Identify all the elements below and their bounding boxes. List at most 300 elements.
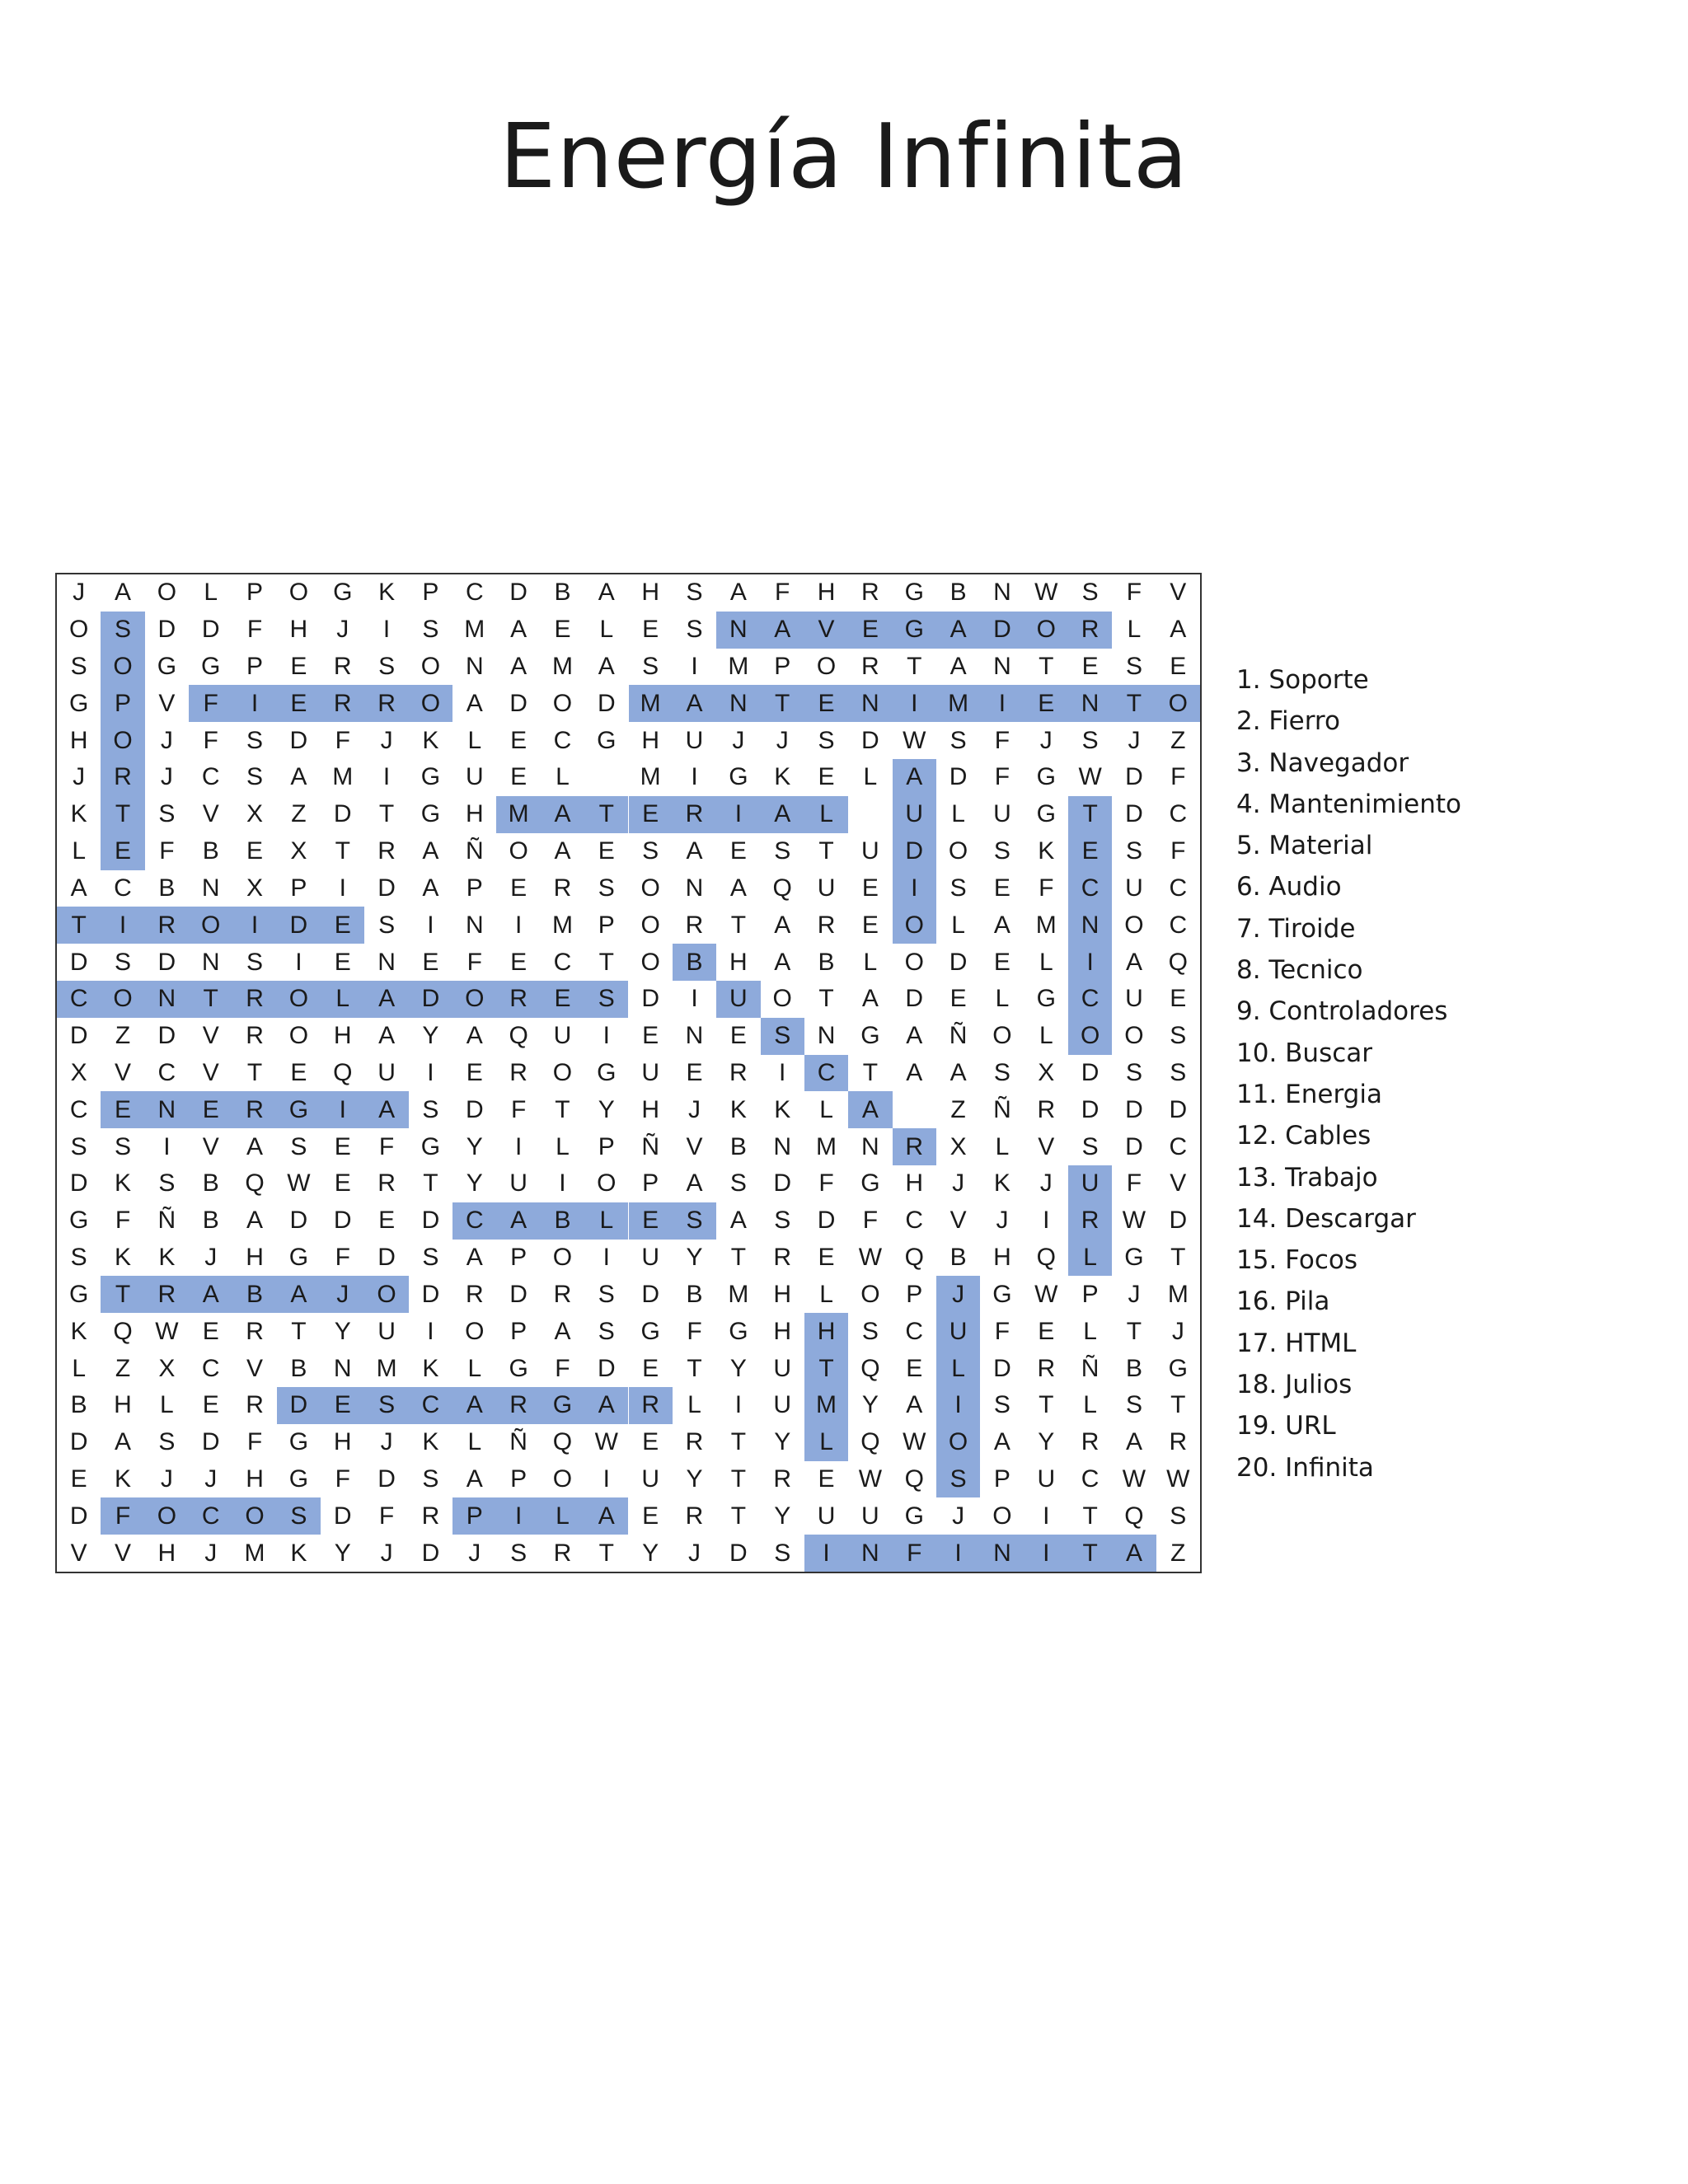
grid-cell: A — [452, 1387, 496, 1424]
grid-cell: W — [1034, 579, 1058, 607]
grid-cell: E — [729, 837, 747, 865]
grid-cell: M — [496, 796, 540, 833]
grid-cell: E — [246, 837, 264, 865]
grid-cell: F — [1170, 837, 1186, 865]
grid-cell: E — [729, 1022, 747, 1050]
grid-cell: S — [422, 1095, 439, 1123]
grid-cell: F — [555, 1354, 570, 1382]
grid-cell: B — [950, 1244, 967, 1272]
grid-cell: A — [906, 1391, 923, 1419]
grid-cell: F — [115, 1207, 131, 1235]
grid-cell: M — [728, 653, 749, 681]
grid-row — [57, 870, 1200, 907]
grid-cell: J — [1039, 726, 1053, 754]
grid-cell: I — [893, 685, 936, 722]
grid-cell: A — [378, 1022, 396, 1050]
grid-cell: D — [1081, 1095, 1100, 1123]
grid-cell: C — [189, 1497, 232, 1535]
grid-cell: H — [333, 1022, 352, 1050]
grid-cell: D — [1125, 1095, 1143, 1123]
grid-cell: C — [114, 874, 132, 902]
grid-cell: E — [202, 1391, 219, 1419]
grid-cell: I — [1068, 944, 1112, 981]
grid-cell: K — [158, 1244, 176, 1272]
grid-cell: D — [409, 981, 452, 1018]
grid-cell: I — [779, 1058, 786, 1086]
grid-cell: J — [321, 1276, 364, 1313]
grid-cell: I — [1043, 1207, 1050, 1235]
grid-cell — [584, 759, 628, 796]
grid-cell: A — [70, 874, 87, 902]
grid-cell: M — [728, 1280, 749, 1308]
grid-cell: Y — [598, 1095, 615, 1123]
grid-cell: D — [949, 948, 968, 976]
grid-cell: B — [554, 579, 571, 607]
grid-cell: L — [160, 1391, 174, 1419]
grid-cell: D — [377, 1244, 396, 1272]
grid-cell: D — [597, 1354, 616, 1382]
grid-cell: L — [863, 763, 878, 791]
grid-cell: M — [464, 616, 485, 644]
grid-cell: P — [422, 579, 439, 607]
grid-cell: G — [729, 1317, 748, 1345]
grid-cell: A — [115, 579, 132, 607]
grid-cell: F — [1039, 874, 1054, 902]
grid-cell: E — [818, 1244, 835, 1272]
grid-cell: A — [761, 612, 804, 649]
grid-cell: K — [290, 1539, 307, 1567]
grid-cell: G — [541, 1387, 584, 1424]
grid-cell: O — [772, 985, 792, 1013]
grid-cell: X — [1038, 1058, 1055, 1086]
grid-cell: N — [465, 653, 484, 681]
grid-cell: E — [1068, 833, 1112, 870]
word-search-grid — [55, 573, 1202, 1573]
grid-cell: Q — [904, 1465, 924, 1493]
grid-cell: J — [160, 1465, 173, 1493]
grid-cell: I — [734, 1391, 743, 1419]
grid-cell: N — [980, 1535, 1024, 1572]
grid-cell: A — [510, 616, 528, 644]
grid-cell: L — [951, 911, 965, 939]
grid-cell: T — [101, 796, 144, 833]
grid-cell: E — [466, 1058, 483, 1086]
grid-cell: E — [290, 1058, 307, 1086]
grid-cell: P — [290, 874, 307, 902]
grid-cell: R — [246, 1022, 264, 1050]
grid-cell: A — [673, 685, 716, 722]
grid-cell: E — [629, 1202, 673, 1240]
grid-cell: E — [378, 1207, 396, 1235]
grid-cell: H — [773, 1280, 792, 1308]
grid-cell: L — [204, 579, 218, 607]
grid-cell: J — [996, 1207, 1009, 1235]
grid-cell: O — [552, 1058, 573, 1086]
grid-cell: G — [69, 689, 89, 717]
grid-cell: L — [819, 1280, 833, 1308]
grid-row — [57, 1018, 1200, 1055]
grid-cell: D — [289, 726, 308, 754]
grid-row — [57, 1535, 1200, 1572]
grid-cell: S — [1170, 1502, 1187, 1530]
grid-cell: C — [452, 1202, 496, 1240]
grid-cell: P — [246, 653, 264, 681]
word-list-item: 7. Tiroide — [1236, 913, 1356, 944]
grid-cell: J — [204, 1244, 218, 1272]
grid-cell: R — [421, 1502, 440, 1530]
grid-cell: D — [69, 1022, 88, 1050]
grid-cell: E — [1170, 653, 1187, 681]
grid-cell: F — [378, 1502, 395, 1530]
grid-cell: P — [906, 1280, 923, 1308]
grid-cell: R — [246, 1391, 264, 1419]
grid-cell: N — [333, 1354, 352, 1382]
grid-cell: Z — [1170, 726, 1186, 754]
grid-cell: W — [1078, 763, 1102, 791]
grid-cell: L — [467, 1354, 482, 1382]
grid-cell: I — [1025, 1535, 1068, 1572]
grid-cell: R — [773, 1465, 792, 1493]
grid-cell: C — [1169, 874, 1188, 902]
grid-cell: D — [1169, 1207, 1188, 1235]
grid-cell: E — [510, 874, 528, 902]
grid-cell: T — [1082, 1502, 1098, 1530]
grid-cell: N — [993, 653, 1011, 681]
grid-cell: O — [860, 1280, 880, 1308]
grid-row — [57, 1202, 1200, 1240]
grid-cell: D — [861, 726, 879, 754]
grid-cell: J — [776, 726, 789, 754]
grid-cell: L — [541, 1497, 584, 1535]
grid-cell: Y — [861, 1391, 879, 1419]
grid-cell: R — [101, 759, 144, 796]
grid-cell: O — [597, 1169, 617, 1197]
grid-cell: G — [420, 1132, 441, 1160]
grid-cell: D — [377, 874, 396, 902]
grid-cell: F — [994, 1317, 1010, 1345]
grid-cell: P — [598, 1132, 615, 1160]
grid-cell: T — [730, 1244, 747, 1272]
word-list-item: 2. Fierro — [1236, 706, 1340, 737]
grid-cell: H — [114, 1391, 132, 1419]
grid-cell: S — [422, 1244, 439, 1272]
grid-cell: E — [510, 763, 528, 791]
grid-cell: E — [277, 685, 321, 722]
grid-cell: U — [641, 1058, 659, 1086]
grid-cell: Y — [774, 1502, 791, 1530]
grid-cell: B — [202, 1169, 219, 1197]
grid-row — [57, 1091, 1200, 1128]
grid-cell: W — [903, 726, 926, 754]
grid-cell: O — [157, 579, 177, 607]
grid-cell: B — [1125, 1354, 1142, 1382]
grid-cell: R — [509, 1058, 528, 1086]
grid-cell: A — [466, 1022, 483, 1050]
grid-cell: U — [377, 1317, 396, 1345]
grid-cell: P — [246, 579, 264, 607]
grid-cell: R — [465, 1280, 484, 1308]
grid-cell: M — [376, 1354, 397, 1382]
grid-cell: P — [510, 1465, 528, 1493]
grid-cell: A — [950, 653, 967, 681]
grid-cell: R — [145, 1276, 189, 1313]
grid-cell: O — [1025, 612, 1068, 649]
grid-cell: S — [422, 616, 439, 644]
grid-cell: T — [598, 948, 614, 976]
grid-cell: A — [115, 1428, 132, 1456]
grid-cell: Q — [860, 1428, 880, 1456]
grid-cell: S — [774, 1539, 791, 1567]
grid-cell: R — [1169, 1428, 1188, 1456]
grid-cell: E — [861, 911, 879, 939]
grid-cell: I — [893, 870, 936, 907]
grid-cell: T — [335, 837, 350, 865]
grid-cell: I — [427, 1058, 434, 1086]
grid-cell: F — [775, 579, 790, 607]
grid-cell: N — [848, 685, 892, 722]
grid-cell: H — [804, 1313, 848, 1350]
grid-cell: V — [950, 1207, 967, 1235]
grid-cell: I — [691, 653, 698, 681]
grid-cell: M — [244, 1539, 265, 1567]
grid-cell: S — [598, 1280, 615, 1308]
word-list-item: 18. Julios — [1236, 1370, 1353, 1400]
grid-cell: L — [467, 1428, 482, 1456]
grid-cell: V — [158, 689, 176, 717]
grid-cell: K — [729, 1095, 747, 1123]
grid-cell: I — [295, 948, 302, 976]
grid-cell: S — [774, 837, 791, 865]
grid-cell: U — [685, 726, 704, 754]
grid-cell: N — [1068, 907, 1112, 944]
grid-cell: Q — [772, 874, 792, 902]
grid-cell: M — [640, 763, 661, 791]
grid-cell: H — [641, 1095, 659, 1123]
grid-cell: N — [716, 685, 760, 722]
grid-cell: C — [201, 1354, 220, 1382]
grid-cell: A — [246, 1207, 264, 1235]
grid-cell: H — [333, 1428, 352, 1456]
grid-cell: S — [993, 1391, 1010, 1419]
grid-cell: J — [1128, 1280, 1141, 1308]
grid-cell: O — [640, 911, 660, 939]
grid-cell: U — [553, 1022, 572, 1050]
grid-cell: A — [290, 763, 307, 791]
word-list-item: 15. Focos — [1236, 1245, 1358, 1276]
grid-cell: R — [496, 981, 540, 1018]
grid-cell: T — [1170, 1391, 1186, 1419]
grid-cell: U — [465, 763, 484, 791]
grid-cell: E — [101, 833, 144, 870]
grid-cell: B — [290, 1354, 307, 1382]
grid-cell: R — [1068, 1202, 1112, 1240]
grid-cell: I — [691, 985, 698, 1013]
grid-cell: A — [936, 612, 980, 649]
grid-cell: B — [232, 1276, 276, 1313]
grid-cell: J — [936, 1276, 980, 1313]
grid-cell: S — [642, 653, 659, 681]
grid-cell: E — [1081, 653, 1099, 681]
grid-cell: P — [466, 874, 483, 902]
grid-cell: B — [818, 948, 835, 976]
grid-cell: U — [993, 800, 1011, 828]
grid-cell: V — [115, 1058, 132, 1086]
grid-row — [57, 1387, 1200, 1424]
grid-cell: E — [1025, 685, 1068, 722]
grid-cell: I — [980, 685, 1024, 722]
grid-cell: W — [1122, 1465, 1146, 1493]
grid-cell: I — [232, 685, 276, 722]
grid-cell: E — [510, 726, 528, 754]
grid-cell: S — [1081, 1132, 1099, 1160]
grid-cell: D — [993, 1354, 1011, 1382]
grid-cell: L — [1039, 948, 1053, 976]
grid-cell: D — [157, 1022, 176, 1050]
grid-cell: R — [629, 1387, 673, 1424]
grid-cell: A — [422, 837, 439, 865]
grid-cell: F — [1126, 579, 1142, 607]
grid-cell: L — [995, 985, 1010, 1013]
grid-cell: F — [510, 1095, 527, 1123]
grid-cell: R — [553, 874, 572, 902]
grid-cell: X — [290, 837, 307, 865]
grid-cell: T — [57, 907, 101, 944]
grid-cell: M — [629, 685, 673, 722]
grid-cell: V — [115, 1539, 132, 1567]
grid-cell: H — [817, 579, 836, 607]
grid-cell: A — [466, 1244, 483, 1272]
grid-cell: O — [509, 837, 528, 865]
grid-cell: Z — [115, 1022, 131, 1050]
grid-cell: T — [1039, 1391, 1054, 1419]
grid-cell: I — [514, 1132, 523, 1160]
grid-cell: H — [246, 1465, 264, 1493]
grid-cell: G — [860, 1022, 880, 1050]
grid-cell: D — [1125, 1132, 1143, 1160]
grid-cell: X — [950, 1132, 967, 1160]
grid-cell: D — [157, 616, 176, 644]
grid-cell: R — [893, 1128, 936, 1165]
grid-cell: C — [465, 579, 484, 607]
grid-cell: N — [716, 612, 760, 649]
grid-cell: J — [380, 1428, 393, 1456]
grid-cell: D — [817, 1207, 836, 1235]
grid-cell: H — [69, 726, 88, 754]
grid-cell: L — [1083, 1317, 1097, 1345]
grid-cell: A — [422, 874, 439, 902]
grid-cell: D — [277, 1387, 321, 1424]
grid-cell: G — [1124, 1244, 1144, 1272]
grid-cell: D — [509, 579, 528, 607]
grid-cell: G — [992, 1280, 1012, 1308]
grid-cell: O — [893, 907, 936, 944]
grid-cell: M — [1167, 1280, 1189, 1308]
grid-cell: Y — [686, 1465, 703, 1493]
grid-cell: A — [554, 837, 571, 865]
grid-cell: T — [423, 1169, 438, 1197]
grid-cell: R — [861, 579, 879, 607]
grid-cell: W — [858, 1465, 883, 1493]
grid-cell: C — [905, 1317, 924, 1345]
grid-cell: F — [994, 726, 1010, 754]
grid-cell: F — [246, 616, 263, 644]
grid-cell: S — [642, 837, 659, 865]
grid-cell: D — [893, 833, 936, 870]
grid-cell: U — [861, 837, 879, 865]
grid-cell: A — [598, 579, 615, 607]
grid-cell: R — [553, 1539, 572, 1567]
grid-row — [57, 1165, 1200, 1202]
grid-cell: D — [773, 1169, 792, 1197]
grid-cell: V — [804, 612, 848, 649]
grid-cell: G — [597, 726, 617, 754]
grid-cell: U — [861, 1502, 879, 1530]
grid-cell: D — [201, 616, 220, 644]
grid-cell: S — [158, 1428, 176, 1456]
grid-cell: U — [936, 1313, 980, 1350]
grid-cell: V — [202, 1058, 219, 1086]
grid-cell: O — [992, 1502, 1012, 1530]
grid-cell: N — [1068, 685, 1112, 722]
grid-cell: M — [804, 1387, 848, 1424]
grid-cell: B — [729, 1132, 747, 1160]
grid-cell: T — [761, 685, 804, 722]
grid-cell: Z — [950, 1095, 966, 1123]
grid-cell: A — [277, 1276, 321, 1313]
grid-cell: Y — [334, 1317, 351, 1345]
grid-cell: A — [848, 1091, 892, 1128]
grid-cell: E — [906, 1354, 923, 1382]
grid-cell: U — [1037, 1465, 1056, 1493]
grid-cell: P — [598, 911, 615, 939]
grid-cell: L — [556, 763, 570, 791]
grid-cell: O — [948, 837, 968, 865]
grid-cell: I — [427, 911, 434, 939]
grid-cell: X — [158, 1354, 176, 1382]
grid-cell: O — [101, 649, 144, 686]
grid-cell — [848, 796, 892, 833]
grid-cell: A — [1170, 616, 1187, 644]
grid-cell: O — [904, 948, 924, 976]
grid-cell: D — [509, 689, 528, 717]
grid-cell: D — [421, 1280, 440, 1308]
grid-cell: T — [730, 1502, 747, 1530]
grid-cell: A — [189, 1276, 232, 1313]
grid-cell: F — [335, 1465, 350, 1493]
grid-cell: H — [157, 1539, 176, 1567]
grid-cell: R — [817, 911, 836, 939]
grid-cell: F — [818, 1169, 834, 1197]
page-title: Energía Infinita — [499, 105, 1189, 209]
grid-cell: X — [246, 800, 264, 828]
grid-cell: K — [70, 800, 87, 828]
grid-cell: R — [729, 1058, 748, 1086]
grid-cell: D — [597, 689, 616, 717]
grid-cell: S — [1081, 579, 1099, 607]
grid-cell: D — [69, 1502, 88, 1530]
grid-cell: S — [761, 1018, 804, 1055]
grid-cell: K — [115, 1244, 132, 1272]
grid-cell: R — [1081, 1428, 1100, 1456]
grid-row — [57, 833, 1200, 870]
grid-cell: T — [730, 911, 747, 939]
word-list-item: 10. Buscar — [1236, 1038, 1373, 1068]
grid-row — [57, 1350, 1200, 1387]
grid-cell: A — [584, 1497, 628, 1535]
grid-cell: C — [1068, 870, 1112, 907]
grid-cell: I — [321, 1091, 364, 1128]
grid-cell: A — [950, 1058, 967, 1086]
